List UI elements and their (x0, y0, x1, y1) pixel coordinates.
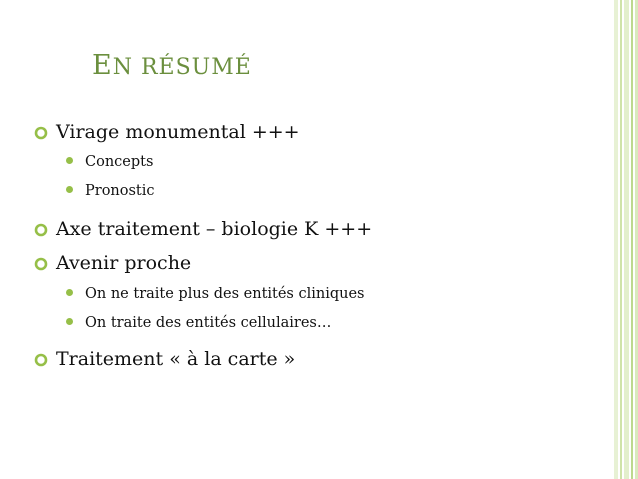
bullet-text: Traitement « à la carte » (56, 348, 296, 370)
sub-bullet-item (66, 286, 365, 302)
ring-bullet-icon (34, 254, 48, 268)
bullet-item (34, 217, 372, 240)
stripe (624, 0, 629, 479)
dot-bullet-icon (66, 289, 73, 296)
ring-bullet-icon (34, 350, 48, 364)
bullet-text: Pronostic (85, 183, 155, 199)
bullet-text: Virage monumental +++ (56, 121, 300, 143)
bullet-item (34, 251, 191, 274)
sub-bullet-item (66, 183, 155, 199)
decorative-stripes (614, 0, 638, 479)
dot-bullet-icon (66, 318, 73, 325)
title-initial: E (92, 50, 113, 81)
stripe (631, 0, 633, 479)
ring-bullet-icon (34, 220, 48, 234)
sub-bullet-item (66, 315, 331, 331)
sub-bullet-item (66, 154, 153, 170)
bullet-text: Axe traitement – biologie K +++ (56, 218, 373, 240)
bullet-item (34, 347, 295, 370)
bullet-text: Avenir proche (56, 252, 192, 274)
bullet-text: Concepts (85, 154, 154, 170)
stripe (620, 0, 622, 479)
ring-bullet-icon (34, 123, 48, 137)
dot-bullet-icon (66, 157, 73, 164)
stripe (614, 0, 618, 479)
bullet-text: On traite des entités cellulaires… (85, 315, 332, 331)
dot-bullet-icon (66, 186, 73, 193)
title-rest: N RÉSUMÉ (112, 55, 252, 80)
bullet-text: On ne traite plus des entités cliniques (85, 286, 365, 302)
bullet-item (34, 120, 300, 143)
